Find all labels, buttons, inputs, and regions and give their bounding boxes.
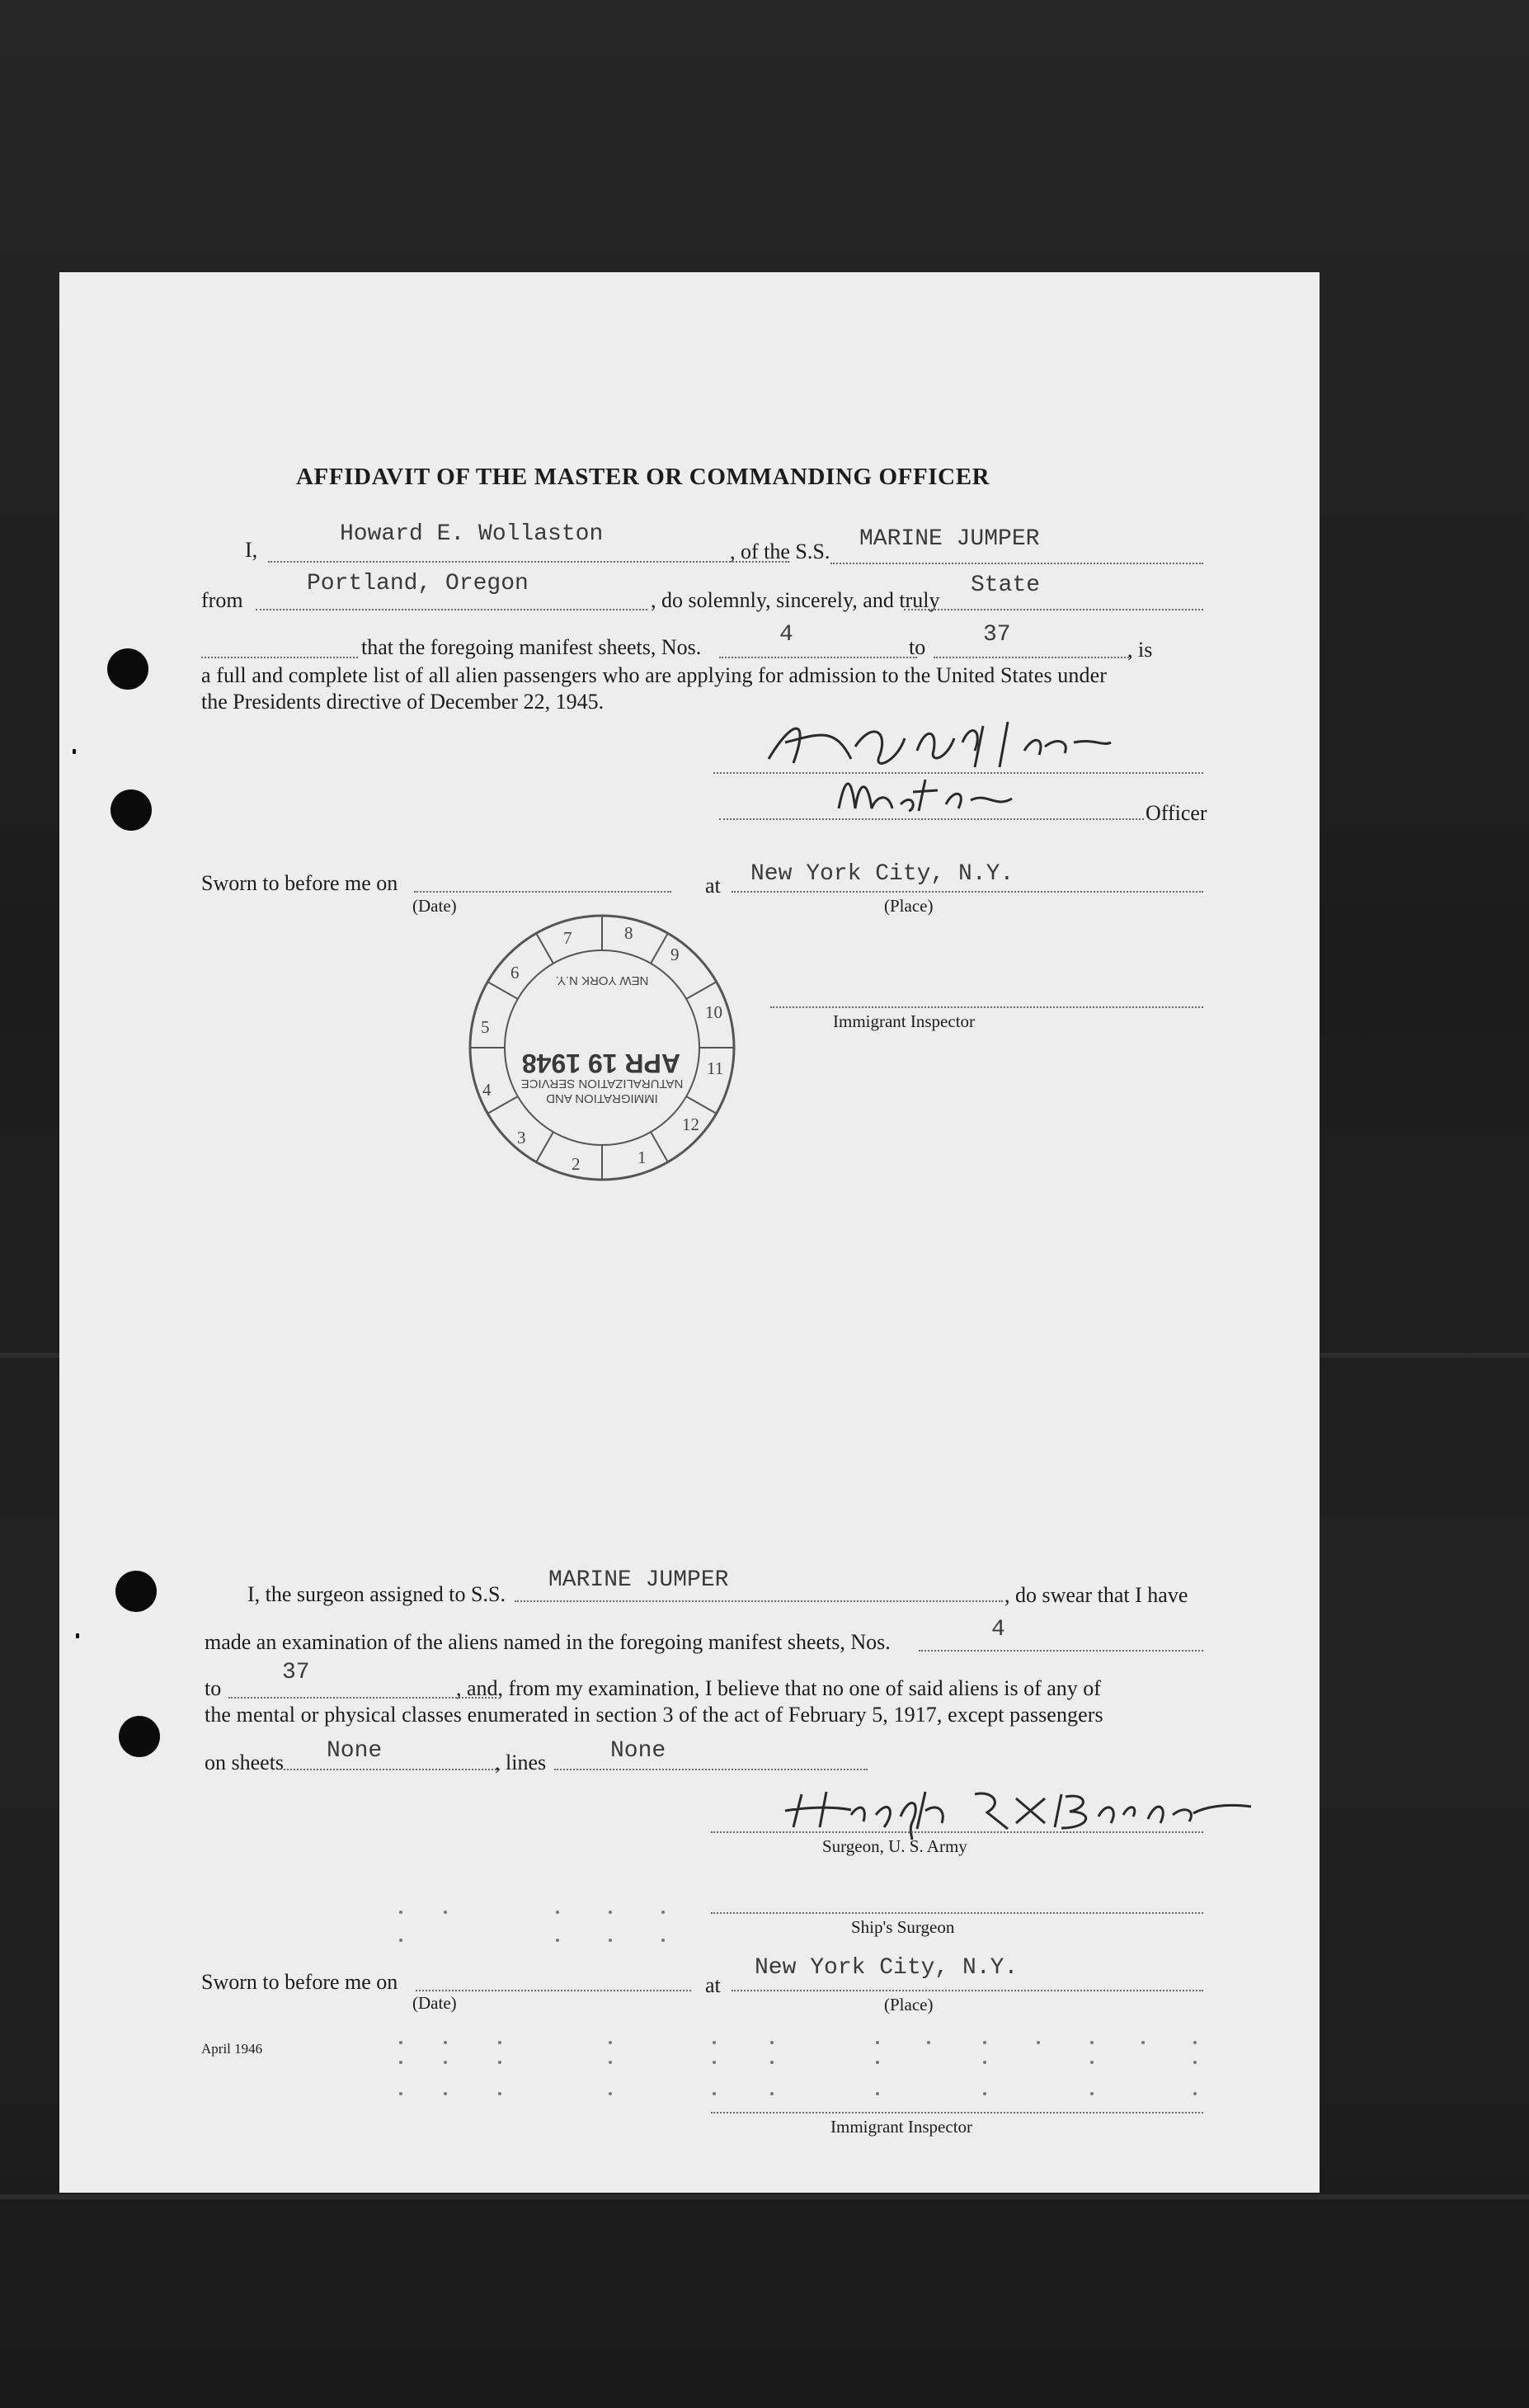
- ship-surgeon-line: [711, 1912, 1203, 1914]
- sheet-from-line: [719, 657, 917, 658]
- stamp-ring-number: 2: [572, 1154, 581, 1174]
- stamp-ring-number: 7: [563, 928, 572, 948]
- from-label: from: [201, 588, 243, 612]
- surgeon-sheet-from-line: [919, 1650, 1203, 1652]
- inspection-stamp: [466, 912, 738, 1184]
- name-line: [268, 561, 789, 563]
- place-1: New York City, N.Y.: [750, 861, 1014, 887]
- surgeon-signature-line: [711, 1831, 1203, 1833]
- punch-hole: [115, 1571, 157, 1612]
- surgeon-sheet-to: 37: [282, 1660, 310, 1685]
- state-word: State: [971, 573, 1041, 598]
- swear-label: , do solemnly, sincerely, and truly: [651, 588, 940, 612]
- punch-hole: [111, 789, 152, 831]
- punch-hole: [119, 1716, 160, 1757]
- surgeon-ship: MARINE JUMPER: [548, 1567, 729, 1593]
- master-title-handwritten: [830, 771, 1020, 825]
- place-line-1: [732, 891, 1203, 893]
- affidavit-page: [59, 272, 1320, 2193]
- place-caption-2: (Place): [884, 1995, 934, 2015]
- stamp-ring-number: 12: [682, 1114, 699, 1134]
- sheets-label: that the foregoing manifest sheets, Nos.: [361, 635, 702, 659]
- surgeon-ship-line: [515, 1600, 1003, 1602]
- ship-surgeon-caption: Ship's Surgeon: [851, 1917, 955, 1937]
- stamp-location: NEW YORK N.Y.: [555, 973, 649, 987]
- officer-label: Officer: [1146, 801, 1207, 825]
- stamp-ring-number: 8: [624, 923, 633, 943]
- stamp-ring-number: 1: [637, 1147, 647, 1167]
- port-name: Portland, Oregon: [307, 571, 529, 596]
- stamp-ring-number: 4: [482, 1080, 492, 1100]
- stamp-ring-number: 10: [705, 1002, 722, 1022]
- except-lines: None: [610, 1738, 666, 1764]
- army-caption: Surgeon, U. S. Army: [822, 1836, 967, 1856]
- except-lines-line: [554, 1769, 868, 1770]
- stamp-agency: IMMIGRATION AND NATURALIZATION SERVICE: [520, 1077, 684, 1105]
- date-caption-1: (Date): [412, 896, 457, 916]
- body-line-2: the Presidents directive of December 22, 1945.: [201, 690, 605, 714]
- stamp-ring-number: 6: [510, 963, 520, 983]
- stamp-ring-number: 11: [707, 1058, 724, 1078]
- scan-band: [0, 2194, 1529, 2199]
- officer-line: [719, 818, 1144, 820]
- form-date: April 1946: [201, 2041, 263, 2057]
- at-label-1: at: [705, 874, 721, 898]
- surgeon-to-label: to: [205, 1676, 222, 1700]
- state-line: [904, 609, 1203, 610]
- body-line-1: a full and complete list of all alien passengers who are applying for admission to the United States under: [201, 663, 1107, 687]
- sworn-label-1: Sworn to before me on: [201, 871, 398, 895]
- place-caption-1: (Place): [884, 896, 934, 916]
- master-name: Howard E. Wollaston: [340, 521, 604, 547]
- sheet-to: 37: [983, 622, 1011, 648]
- blank-line: [201, 657, 358, 658]
- is-label: , is: [1127, 638, 1153, 662]
- sworn-label-2: Sworn to before me on: [201, 1970, 398, 1994]
- lines-label: , lines: [495, 1751, 547, 1774]
- inspector-caption-1: Immigrant Inspector: [833, 1011, 976, 1031]
- surgeon-swear-label: , do swear that I have: [1004, 1583, 1188, 1607]
- stamp-date: APR 19 1948: [521, 1048, 680, 1078]
- exam-label: made an examination of the aliens named in the foregoing manifest sheets, Nos.: [205, 1630, 891, 1654]
- to-label: to: [909, 635, 926, 659]
- place-2: New York City, N.Y.: [755, 1955, 1019, 1981]
- page-title: AFFIDAVIT OF THE MASTER OR COMMANDING OFFICER: [296, 464, 990, 490]
- surgeon-signature: [769, 1782, 1263, 1844]
- inspector-line-1: [770, 1006, 1203, 1008]
- date-line-1: [414, 891, 671, 893]
- on-sheets-label: on sheets: [205, 1751, 285, 1774]
- except-sheets-line: [284, 1769, 500, 1770]
- i-label: I,: [245, 538, 258, 562]
- inspector-line-2: [711, 2112, 1203, 2113]
- sheet-from: 4: [779, 622, 793, 648]
- ship-line: [830, 563, 1203, 564]
- stamp-ring-number: 5: [481, 1017, 490, 1037]
- surgeon-intro-label: I, the surgeon assigned to S.S.: [247, 1582, 506, 1606]
- date-caption-2: (Date): [412, 1993, 457, 2013]
- surgeon-sheet-from: 4: [991, 1617, 1005, 1642]
- of-ss-label: , of the S.S.: [730, 540, 830, 563]
- speck: [76, 1633, 79, 1638]
- date-line-2: [416, 1990, 691, 1991]
- sheet-to-line: [934, 657, 1131, 658]
- except-sheets: None: [327, 1738, 383, 1764]
- inspector-caption-2: Immigrant Inspector: [830, 2117, 973, 2137]
- speck: [73, 749, 76, 754]
- place-line-2: [732, 1990, 1203, 1991]
- ship-name: MARINE JUMPER: [859, 526, 1040, 552]
- stamp-ring-number: 9: [670, 945, 680, 964]
- belief-label: , and, from my examination, I believe that no one of said aliens is of any of: [456, 1676, 1101, 1700]
- punch-hole: [107, 648, 148, 690]
- port-line: [256, 609, 647, 610]
- classes-line: the mental or physical classes enumerated in section 3 of the act of February 5, 1917, except passengers: [205, 1703, 1103, 1727]
- stamp-ring-number: 3: [517, 1128, 526, 1147]
- at-label-2: at: [705, 1973, 721, 1997]
